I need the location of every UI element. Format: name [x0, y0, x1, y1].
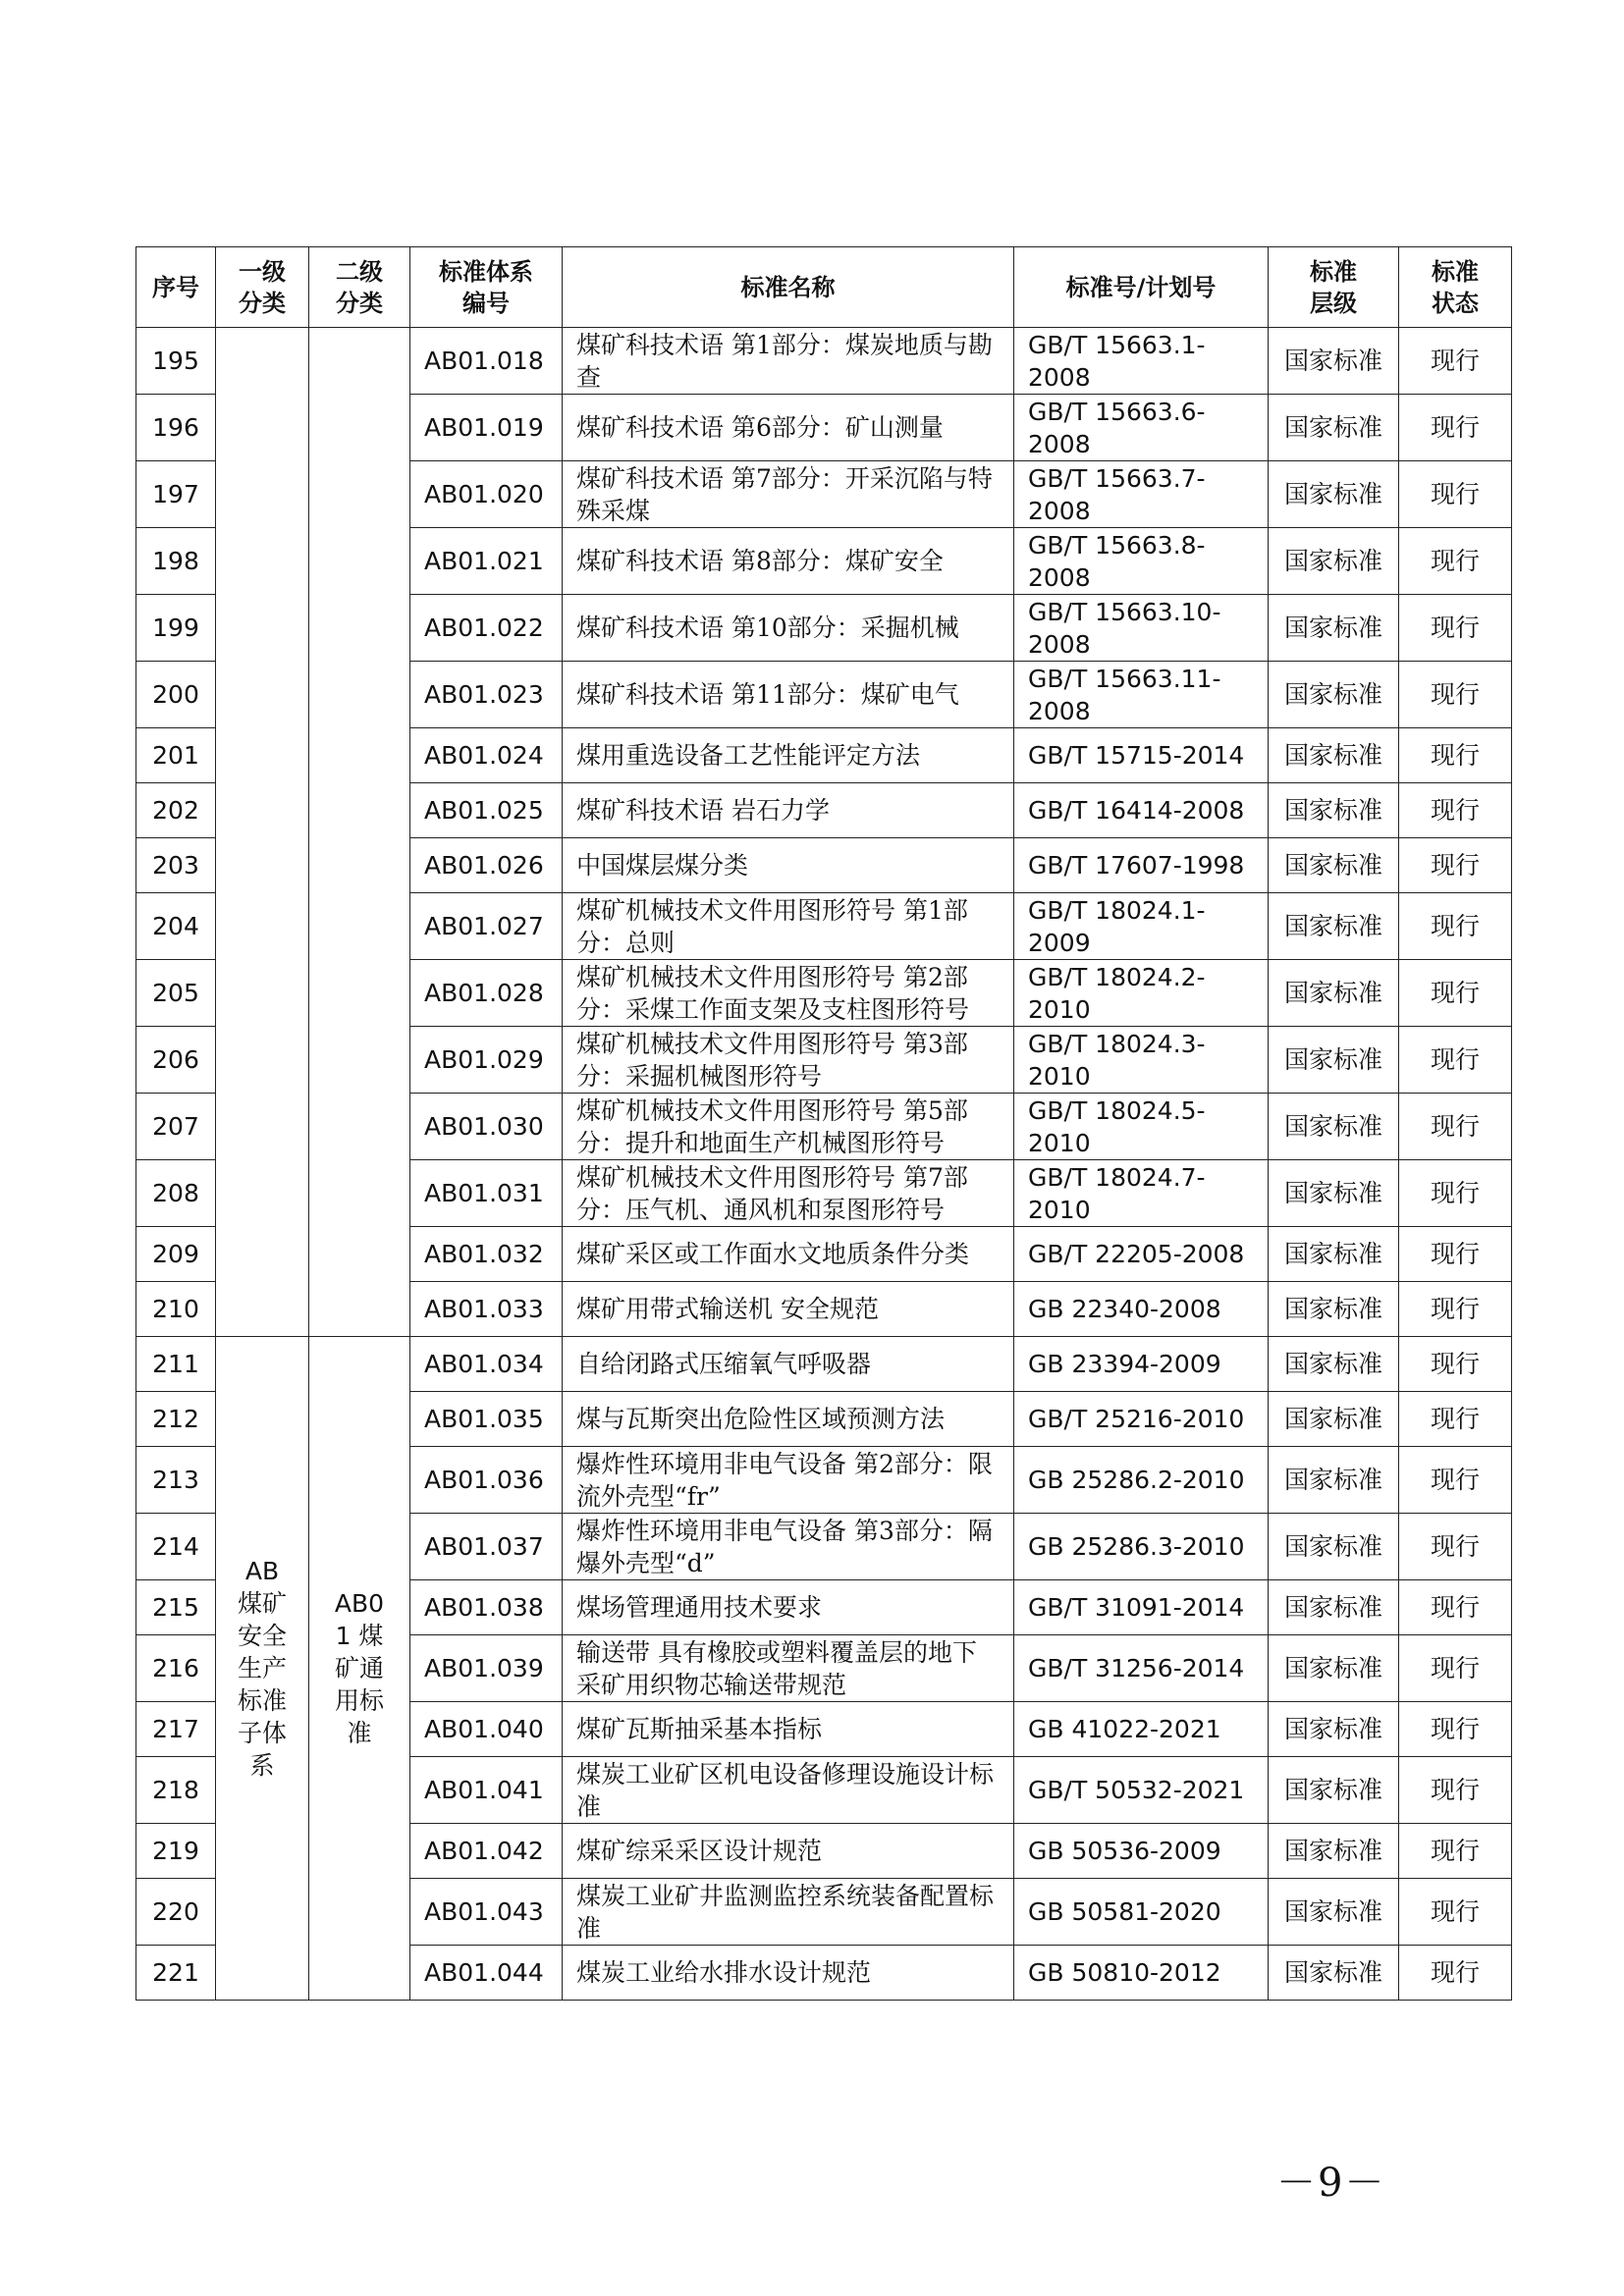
row-seq: 221 [136, 1946, 216, 2001]
row-standard-name: 煤矿瓦斯抽采基本指标 [563, 1702, 1014, 1757]
row-standard-status: 现行 [1399, 1094, 1512, 1160]
row-standard-number: GB/T 22205-2008 [1014, 1227, 1269, 1282]
row-standard-status: 现行 [1399, 461, 1512, 528]
row-seq: 218 [136, 1757, 216, 1824]
row-system-code: AB01.038 [410, 1580, 563, 1635]
row-system-code: AB01.024 [410, 728, 563, 783]
row-standard-tier: 国家标准 [1269, 461, 1399, 528]
row-standard-name: 煤炭工业矿井监测监控系统装备配置标准 [563, 1879, 1014, 1946]
row-standard-tier: 国家标准 [1269, 1094, 1399, 1160]
row-seq: 211 [136, 1337, 216, 1392]
row-system-code: AB01.025 [410, 783, 563, 838]
row-standard-tier: 国家标准 [1269, 528, 1399, 595]
row-standard-name: 煤矿机械技术文件用图形符号 第5部分：提升和地面生产机械图形符号 [563, 1094, 1014, 1160]
row-standard-status: 现行 [1399, 728, 1512, 783]
row-seq: 219 [136, 1824, 216, 1879]
row-standard-number: GB/T 15663.10-2008 [1014, 595, 1269, 662]
row-system-code: AB01.020 [410, 461, 563, 528]
row-seq: 208 [136, 1160, 216, 1227]
row-standard-status: 现行 [1399, 1027, 1512, 1094]
row-seq: 195 [136, 328, 216, 395]
row-standard-number: GB/T 18024.3-2010 [1014, 1027, 1269, 1094]
row-standard-number: GB 23394-2009 [1014, 1337, 1269, 1392]
row-standard-status: 现行 [1399, 893, 1512, 960]
row-standard-number: GB/T 15715-2014 [1014, 728, 1269, 783]
header-tier-text: 标准层级 [1310, 257, 1357, 317]
row-standard-status: 现行 [1399, 662, 1512, 728]
row-standard-status: 现行 [1399, 1514, 1512, 1580]
row-seq: 210 [136, 1282, 216, 1337]
row-standard-tier: 国家标准 [1269, 1337, 1399, 1392]
row-system-code: AB01.035 [410, 1392, 563, 1447]
row-standard-tier: 国家标准 [1269, 328, 1399, 395]
row-standard-tier: 国家标准 [1269, 1514, 1399, 1580]
row-standard-name: 自给闭路式压缩氧气呼吸器 [563, 1337, 1014, 1392]
row-standard-number: GB/T 15663.11-2008 [1014, 662, 1269, 728]
standards-table [135, 246, 1512, 2001]
header-level2-text: 二级分类 [336, 257, 383, 317]
row-standard-status: 现行 [1399, 1580, 1512, 1635]
row-standard-tier: 国家标准 [1269, 1824, 1399, 1879]
row-standard-name: 煤矿用带式输送机 安全规范 [563, 1282, 1014, 1337]
row-standard-name: 煤矿综采采区设计规范 [563, 1824, 1014, 1879]
row-standard-name: 煤矿采区或工作面水文地质条件分类 [563, 1227, 1014, 1282]
header-tier [1269, 247, 1399, 328]
row-standard-name: 煤矿科技术语 第11部分：煤矿电气 [563, 662, 1014, 728]
row-standard-tier: 国家标准 [1269, 1580, 1399, 1635]
row-standard-tier: 国家标准 [1269, 395, 1399, 461]
row-standard-status: 现行 [1399, 1635, 1512, 1702]
row-standard-number: GB/T 17607-1998 [1014, 838, 1269, 893]
row-standard-number: GB/T 50532-2021 [1014, 1757, 1269, 1824]
row-standard-status: 现行 [1399, 1757, 1512, 1824]
row-seq: 220 [136, 1879, 216, 1946]
row-standard-name: 中国煤层煤分类 [563, 838, 1014, 893]
row-system-code: AB01.033 [410, 1282, 563, 1337]
row-seq: 200 [136, 662, 216, 728]
row-standard-tier: 国家标准 [1269, 1946, 1399, 2001]
row-standard-number: GB/T 18024.5-2010 [1014, 1094, 1269, 1160]
row-standard-status: 现行 [1399, 1160, 1512, 1227]
row-seq: 204 [136, 893, 216, 960]
row-seq: 199 [136, 595, 216, 662]
row-standard-tier: 国家标准 [1269, 1757, 1399, 1824]
header-system-code-text: 标准体系编号 [439, 257, 533, 317]
row-standard-status: 现行 [1399, 1227, 1512, 1282]
row-standard-tier: 国家标准 [1269, 1447, 1399, 1514]
row-standard-name: 煤矿机械技术文件用图形符号 第1部分：总则 [563, 893, 1014, 960]
level2-category-blank [309, 328, 410, 1337]
row-seq: 197 [136, 461, 216, 528]
row-standard-number: GB/T 25216-2010 [1014, 1392, 1269, 1447]
row-standard-tier: 国家标准 [1269, 893, 1399, 960]
row-system-code: AB01.018 [410, 328, 563, 395]
row-system-code: AB01.030 [410, 1094, 563, 1160]
row-standard-number: GB/T 15663.6-2008 [1014, 395, 1269, 461]
header-level1 [216, 247, 309, 328]
row-standard-number: GB/T 16414-2008 [1014, 783, 1269, 838]
row-standard-status: 现行 [1399, 1392, 1512, 1447]
row-system-code: AB01.037 [410, 1514, 563, 1580]
row-standard-status: 现行 [1399, 1337, 1512, 1392]
row-seq: 206 [136, 1027, 216, 1094]
row-standard-number: GB 50581-2020 [1014, 1879, 1269, 1946]
header-level1-text: 一级分类 [239, 257, 286, 317]
row-seq: 205 [136, 960, 216, 1027]
table-row [136, 328, 1512, 395]
row-seq: 215 [136, 1580, 216, 1635]
row-standard-tier: 国家标准 [1269, 960, 1399, 1027]
row-standard-number: GB 41022-2021 [1014, 1702, 1269, 1757]
row-system-code: AB01.019 [410, 395, 563, 461]
header-level2 [309, 247, 410, 328]
table-body [136, 328, 1512, 2001]
row-standard-status: 现行 [1399, 960, 1512, 1027]
row-standard-name: 煤矿科技术语 第7部分：开采沉陷与特殊采煤 [563, 461, 1014, 528]
row-standard-status: 现行 [1399, 1946, 1512, 2001]
row-seq: 209 [136, 1227, 216, 1282]
standards-table-container [135, 246, 1511, 2001]
level1-category-blank [216, 328, 309, 1337]
row-standard-name: 煤矿科技术语 第8部分：煤矿安全 [563, 528, 1014, 595]
row-standard-number: GB 25286.3-2010 [1014, 1514, 1269, 1580]
row-standard-tier: 国家标准 [1269, 595, 1399, 662]
row-standard-name: 爆炸性环境用非电气设备 第2部分：限流外壳型“fr” [563, 1447, 1014, 1514]
row-standard-status: 现行 [1399, 328, 1512, 395]
row-standard-tier: 国家标准 [1269, 1282, 1399, 1337]
row-system-code: AB01.039 [410, 1635, 563, 1702]
row-standard-number: GB/T 18024.7-2010 [1014, 1160, 1269, 1227]
level1-category-text: AB 煤矿安全生产标准子体系 [238, 1557, 288, 1780]
row-standard-tier: 国家标准 [1269, 838, 1399, 893]
row-seq: 212 [136, 1392, 216, 1447]
row-system-code: AB01.027 [410, 893, 563, 960]
row-standard-status: 现行 [1399, 1879, 1512, 1946]
row-system-code: AB01.043 [410, 1879, 563, 1946]
row-standard-number: GB/T 15663.1-2008 [1014, 328, 1269, 395]
row-standard-tier: 国家标准 [1269, 662, 1399, 728]
row-system-code: AB01.029 [410, 1027, 563, 1094]
row-standard-name: 煤与瓦斯突出危险性区域预测方法 [563, 1392, 1014, 1447]
row-seq: 213 [136, 1447, 216, 1514]
row-system-code: AB01.044 [410, 1946, 563, 2001]
row-standard-number: GB/T 18024.1-2009 [1014, 893, 1269, 960]
row-system-code: AB01.040 [410, 1702, 563, 1757]
row-standard-name: 煤场管理通用技术要求 [563, 1580, 1014, 1635]
row-standard-name: 煤用重选设备工艺性能评定方法 [563, 728, 1014, 783]
row-standard-tier: 国家标准 [1269, 1227, 1399, 1282]
header-status [1399, 247, 1512, 328]
row-seq: 216 [136, 1635, 216, 1702]
row-standard-number: GB 50810-2012 [1014, 1946, 1269, 2001]
row-system-code: AB01.026 [410, 838, 563, 893]
row-standard-status: 现行 [1399, 1447, 1512, 1514]
level2-category-text: AB01 煤矿通用标准 [334, 1589, 385, 1747]
row-system-code: AB01.031 [410, 1160, 563, 1227]
row-standard-number: GB 25286.2-2010 [1014, 1447, 1269, 1514]
row-standard-tier: 国家标准 [1269, 1392, 1399, 1447]
row-seq: 198 [136, 528, 216, 595]
header-number: 标准号/计划号 [1014, 247, 1269, 328]
row-system-code: AB01.023 [410, 662, 563, 728]
row-standard-name: 爆炸性环境用非电气设备 第3部分：隔爆外壳型“d” [563, 1514, 1014, 1580]
row-standard-number: GB/T 15663.7-2008 [1014, 461, 1269, 528]
row-standard-status: 现行 [1399, 783, 1512, 838]
row-standard-name: 煤矿科技术语 第10部分：采掘机械 [563, 595, 1014, 662]
row-seq: 201 [136, 728, 216, 783]
row-standard-tier: 国家标准 [1269, 783, 1399, 838]
row-system-code: AB01.042 [410, 1824, 563, 1879]
row-standard-status: 现行 [1399, 528, 1512, 595]
row-standard-status: 现行 [1399, 595, 1512, 662]
row-standard-number: GB/T 31256-2014 [1014, 1635, 1269, 1702]
row-seq: 202 [136, 783, 216, 838]
row-standard-name: 煤矿科技术语 岩石力学 [563, 783, 1014, 838]
row-standard-name: 煤矿机械技术文件用图形符号 第2部分：采煤工作面支架及支柱图形符号 [563, 960, 1014, 1027]
row-standard-tier: 国家标准 [1269, 1160, 1399, 1227]
row-standard-number: GB/T 18024.2-2010 [1014, 960, 1269, 1027]
row-seq: 203 [136, 838, 216, 893]
row-standard-name: 煤炭工业给水排水设计规范 [563, 1946, 1014, 2001]
row-system-code: AB01.021 [410, 528, 563, 595]
row-system-code: AB01.032 [410, 1227, 563, 1282]
row-standard-tier: 国家标准 [1269, 1635, 1399, 1702]
row-standard-status: 现行 [1399, 838, 1512, 893]
row-system-code: AB01.022 [410, 595, 563, 662]
row-standard-number: GB 22340-2008 [1014, 1282, 1269, 1337]
page-number: －9－ [1276, 2161, 1386, 2206]
row-seq: 217 [136, 1702, 216, 1757]
row-standard-status: 现行 [1399, 1282, 1512, 1337]
row-standard-name: 煤炭工业矿区机电设备修理设施设计标准 [563, 1757, 1014, 1824]
row-seq: 207 [136, 1094, 216, 1160]
row-standard-tier: 国家标准 [1269, 1702, 1399, 1757]
row-seq: 214 [136, 1514, 216, 1580]
table-row [136, 1337, 1512, 1392]
level2-category [309, 1337, 410, 2001]
row-seq: 196 [136, 395, 216, 461]
row-standard-name: 煤矿科技术语 第6部分：矿山测量 [563, 395, 1014, 461]
level1-category [216, 1337, 309, 2001]
header-system-code [410, 247, 563, 328]
row-standard-name: 煤矿机械技术文件用图形符号 第3部分：采掘机械图形符号 [563, 1027, 1014, 1094]
row-standard-name: 输送带 具有橡胶或塑料覆盖层的地下采矿用织物芯输送带规范 [563, 1635, 1014, 1702]
row-system-code: AB01.036 [410, 1447, 563, 1514]
row-standard-number: GB/T 31091-2014 [1014, 1580, 1269, 1635]
header-status-text: 标准状态 [1432, 257, 1479, 317]
row-standard-name: 煤矿机械技术文件用图形符号 第7部分：压气机、通风机和泵图形符号 [563, 1160, 1014, 1227]
row-standard-status: 现行 [1399, 1702, 1512, 1757]
header-name: 标准名称 [563, 247, 1014, 328]
row-standard-number: GB/T 15663.8-2008 [1014, 528, 1269, 595]
row-standard-tier: 国家标准 [1269, 1027, 1399, 1094]
row-standard-status: 现行 [1399, 1824, 1512, 1879]
row-system-code: AB01.028 [410, 960, 563, 1027]
row-standard-status: 现行 [1399, 395, 1512, 461]
row-system-code: AB01.034 [410, 1337, 563, 1392]
row-standard-tier: 国家标准 [1269, 1879, 1399, 1946]
row-standard-number: GB 50536-2009 [1014, 1824, 1269, 1879]
row-system-code: AB01.041 [410, 1757, 563, 1824]
header-row [136, 247, 1512, 328]
header-seq: 序号 [136, 247, 216, 328]
row-standard-tier: 国家标准 [1269, 728, 1399, 783]
row-standard-name: 煤矿科技术语 第1部分：煤炭地质与勘查 [563, 328, 1014, 395]
